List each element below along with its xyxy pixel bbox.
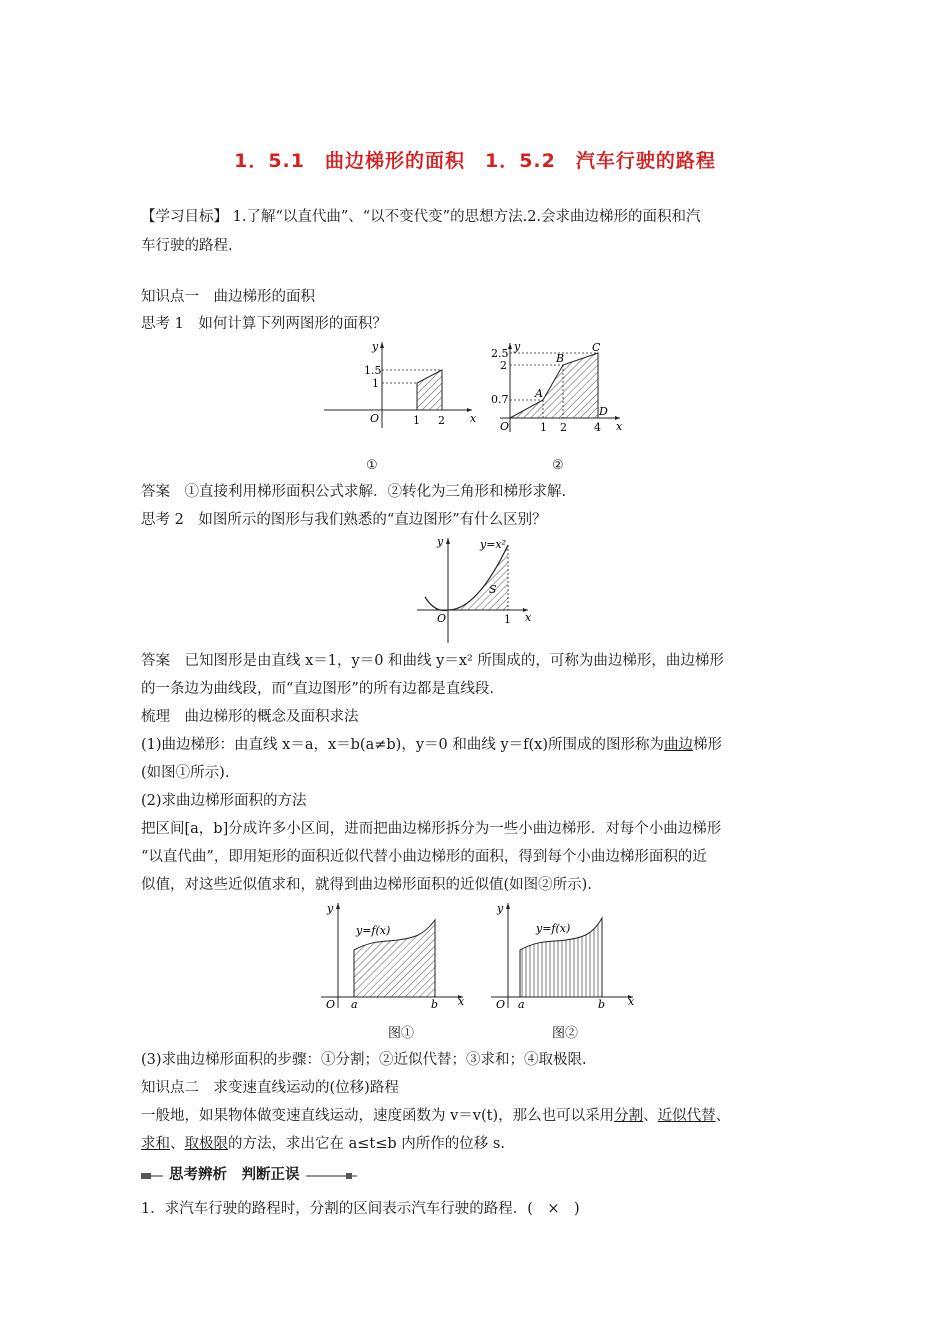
y-axis-label: y (437, 535, 444, 548)
y-tick-0.7: 0.7 (491, 393, 509, 406)
knowledge-point-2: 知识点二 求变速直线运动的(位移)路程 (141, 1080, 399, 1096)
kp2-key-4: 取极限 (184, 1136, 228, 1152)
figure-1-caption: ① (366, 458, 378, 473)
question-1: 1．求汽车行驶的路程时，分割的区间表示汽车行驶的路程．( × ) (141, 1201, 580, 1217)
kp2-key-2: 近似代替 (657, 1108, 716, 1124)
figure-4-caption: 图① (388, 1026, 415, 1041)
item-1-key: 曲边 (664, 737, 694, 753)
point-c: C (592, 341, 601, 354)
origin-label: O (326, 998, 336, 1010)
item-1-after: 梯形 (693, 737, 723, 753)
x-axis-label: x (628, 995, 635, 1008)
figure-1 (322, 340, 482, 430)
b-label: b (598, 998, 606, 1010)
x-tick-2: 2 (438, 414, 445, 427)
y-tick-1: 1 (372, 377, 379, 390)
origin-label: O (500, 420, 510, 433)
y-tick-2: 2 (500, 359, 507, 372)
objective-line-2: 车行驶的路程. (141, 238, 233, 254)
a-label: a (351, 998, 358, 1010)
kp2-key-3: 求和 (141, 1136, 170, 1152)
kp2-line-1 (141, 1102, 821, 1131)
think-2: 思考 2 如图所示的图形与我们熟悉的“直边图形”有什么区别？ (141, 512, 547, 528)
method-line-1: 把区间[a，b]分成许多小区间，进而把曲边梯形拆分为一些小曲边梯形．对每个小曲边梯形 (141, 821, 722, 837)
trapezoid-region (417, 370, 442, 410)
curve-label: y=f(x) (536, 922, 571, 935)
answer-1: 答案 ①直接利用梯形面积公式求解．②转化为三角形和梯形求解. (141, 484, 567, 500)
origin-label: O (437, 612, 447, 625)
y-axis-label: y (327, 902, 334, 915)
point-b: B (556, 352, 565, 365)
y-axis-label: y (514, 340, 521, 353)
x-axis-label: x (525, 611, 532, 624)
y-tick-2.5: 2.5 (491, 347, 509, 360)
item-1-line-2: (如图①所示). (141, 765, 230, 781)
figure-3 (415, 535, 535, 645)
summary-heading: 梳理 曲边梯形的概念及面积求法 (141, 709, 359, 725)
objective-line-1 (141, 203, 821, 232)
point-a: A (535, 387, 543, 400)
kp2-sep-1: 、 (643, 1108, 658, 1124)
kp2-key-1: 分割 (614, 1108, 644, 1124)
item-2: (2)求曲边梯形面积的方法 (141, 793, 307, 809)
figure-2-caption: ② (552, 458, 564, 473)
kp2-sep-3: 、 (170, 1136, 185, 1152)
x-axis-label: x (458, 995, 465, 1008)
knowledge-point-1: 知识点一 曲边梯形的面积 (141, 289, 315, 305)
answer-2-line-1: 答案 已知图形是由直线 x＝1，y＝0 和曲线 y＝x² 所围成的，可称为曲边梯形，曲边梯形 (141, 653, 724, 669)
section-heading: 思考辨析 判断正误 (163, 1163, 306, 1184)
x-axis-label: x (470, 412, 477, 425)
a-label: a (518, 998, 525, 1010)
y-axis-label: y (497, 902, 504, 915)
shaded-region (448, 545, 508, 610)
point-d: D (599, 405, 608, 418)
x-tick-4: 4 (594, 421, 601, 434)
curve-label: y=f(x) (356, 924, 391, 937)
x-axis-label: x (616, 420, 623, 433)
polygon-region (510, 353, 598, 418)
curve-label: y=x² (480, 538, 507, 551)
figure-5-caption: 图② (552, 1026, 579, 1041)
kp2-sep-2: 、 (715, 1108, 731, 1124)
think-1: 思考 1 如何计算下列两图形的面积？ (141, 316, 387, 332)
answer-2-line-2: 的一条边为曲线段，而“直边图形”的所有边都是直线段. (141, 681, 494, 697)
objective-tag: 【学习目标】 (141, 209, 228, 225)
item-1-line-1 (141, 731, 821, 760)
origin-label: O (370, 412, 380, 425)
page-title: 1．5.1 曲边梯形的面积 1．5.2 汽车行驶的路程 (234, 150, 716, 172)
item-3: (3)求曲边梯形面积的步骤：①分割；②近似代替；③求和；④取极限. (141, 1052, 587, 1068)
figure-4 (318, 900, 468, 1010)
x-tick-1: 1 (413, 414, 420, 427)
item-1-text: (1)曲边梯形：由直线 x＝a，x＝b(a≠b)，y＝0 和曲线 y＝f(x)所围成的图形称为 (141, 737, 665, 753)
kp2-text-1: 一般地，如果物体做变速直线运动，速度函数为 v＝v(t)，那么也可以采用 (141, 1108, 615, 1124)
y-tick-1.5: 1.5 (364, 364, 382, 377)
b-label: b (431, 998, 439, 1010)
method-line-3: 似值，对这些近似值求和，就得到曲边梯形面积的近似值(如图②所示). (141, 877, 592, 893)
figure-5 (488, 900, 638, 1010)
y-axis-label: y (372, 340, 379, 353)
x-tick-1: 1 (540, 421, 547, 434)
kp2-text-2: 的方法，求出它在 a≤t≤b 内所作的位移 s. (228, 1136, 505, 1152)
figure-2 (488, 340, 628, 435)
x-tick-2: 2 (560, 421, 567, 434)
x-tick-1: 1 (504, 613, 511, 626)
objective-text-1: 1.了解“以直代曲”、“以不变代变”的思想方法.2.会求曲边梯形的面积和汽 (232, 209, 701, 225)
kp2-line-2 (141, 1130, 821, 1159)
region-label: S (489, 583, 497, 596)
origin-label: O (496, 998, 506, 1010)
method-line-2: “以直代曲”，即用矩形的面积近似代替小曲边梯形的面积，得到每个小曲边梯形面积的近 (141, 849, 707, 865)
